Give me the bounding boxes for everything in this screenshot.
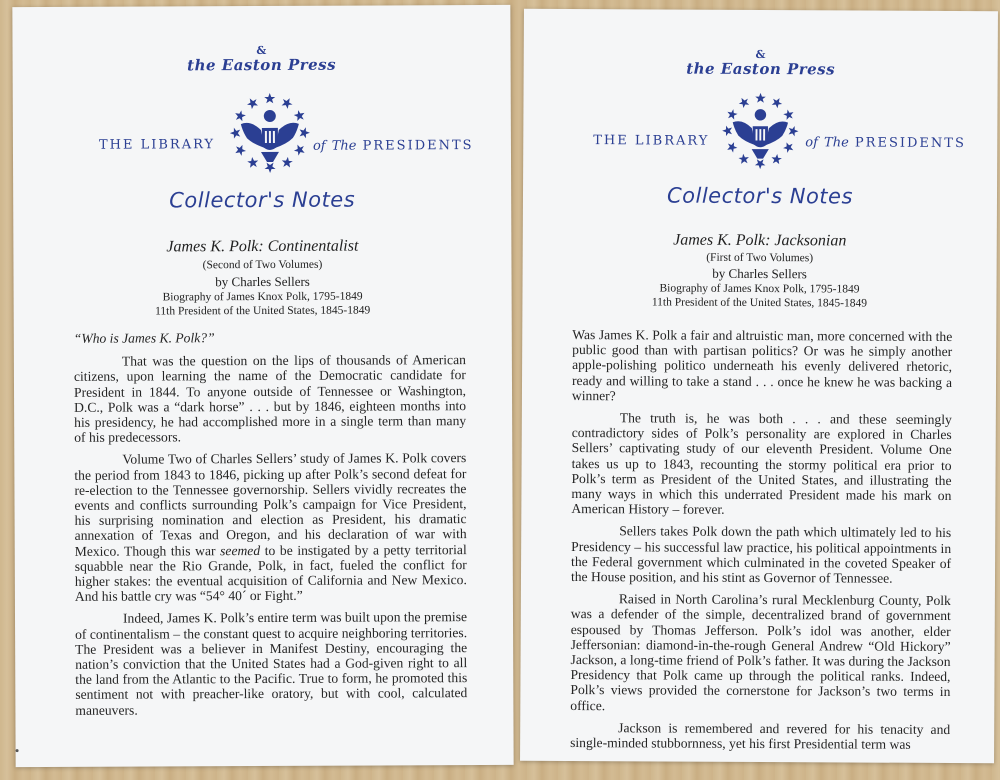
paragraph: The truth is, he was both . . . and these seemingly contradictory sides of Polk’s personality are explored in Charles Sellers’ captivating study of our eleventh President. Volume One takes us up to 1843, recounting the stormy political era prior to Polk’s term as President of the United States, and illustrating the many ways in which this underrated President made his mark on American History – forever. [571,410,952,518]
collectors-notes-sheet-left [12,5,513,767]
publisher-name: the Easton Press [686,59,836,79]
publisher-name: the Easton Press [187,55,337,75]
collectors-notes-sheet-right [520,9,998,763]
bio-line-2: 11th President of the United States, 1845-1849 [155,304,371,318]
collectors-notes-heading: Collector's Notes [169,187,356,213]
author-label: by Charles Sellers [712,265,807,282]
collectors-notes-heading: Collector's Notes [666,183,854,209]
bio-line-1: Biography of James Knox Polk, 1795-1849 [659,282,860,296]
publisher-mark-icon: & [256,43,267,58]
library-label-presidents: of The PRESIDENTS [805,135,966,152]
bio-line-2: 11th President of the United States, 1845-1849 [651,296,868,310]
publisher-mark-icon: & [755,47,766,62]
publisher-logo [524,49,998,79]
paragraph: Raised in North Carolina’s rural Mecklenburg County, Polk was a defender of the simple, decentralized brand of government espoused by Thomas Jefferson. Polk’s idol was another, elder Jeffersonian: diamond-in-the-rough General Andrew “Old Hickory” Jackson, a long-time friend of Polk’s father. It was during the Jackson Presidency that Polk came up through the political ranks. Indeed, Polk’s views provided the cornerstone for Jackson’s two terms in office. [570,591,951,713]
paragraph: Jackson is remembered and revered for his tenacity and single-minded stubbornness, yet his first Presidential term was [570,720,951,752]
author-label: by Charles Sellers [215,273,310,290]
library-label-presidents: of The PRESIDENTS [312,138,474,154]
volume-label: (Second of Two Volumes) [202,258,323,272]
presidential-seal-icon [227,90,313,176]
opening-quote: “Who is James K. Polk?” [73,330,215,346]
book-title: James K. Polk: Continentalist [166,237,359,256]
library-label: THE LIBRARY [98,137,216,153]
notes-body [570,327,952,759]
publisher-logo [13,45,511,75]
bio-line-1: Biography of James Knox Polk, 1795-1849 [162,290,363,304]
paragraph: That was the question on the lips of thousands of American citizens, upon learning the name of the Democratic candidate for President in 1844. To anyone outside of Tennessee or Washington, D.C., Polk was a “dark horse” . . . but by 1846, eighteen months into his presidency, he had accomplished more in a single term than many of his predecessors. [73,352,467,446]
library-label: THE LIBRARY [593,133,710,149]
volume-label: (First of Two Volumes) [706,251,814,265]
paragraph: Indeed, James K. Polk’s entire term was built upon the premise of continentalism – the constant quest to acquire neighboring territories. The President was a believer in Manifest Destiny, encouraging the nation’s conviction that the United States had a God-given right to all the land from the Atlantic to the Pacific. True to form, he promoted this sentiment not with preacher-like oratory, but with cool, calculated maneuvers. [75,609,468,718]
fold-mark [16,749,19,752]
paragraph: Sellers takes Polk down the path which ultimately led to his Presidency – his successful law practice, his political appointments in the Federal government which culminated in the coveted Speaker of the House position, and his stint as Governor of Tennessee. [570,523,952,586]
paragraph: Was James K. Polk a fair and altruistic man, more concerned with the public good than with partisan politics? Or was he simply another apple-polishing politico underneath his evenly delivered rhetoric, ready and willing to take a stand . . . once he knew he was backing a winner? [571,327,953,404]
book-title: James K. Polk: Jacksonian [673,231,847,250]
paragraph: Volume Two of Charles Sellers’ study of James K. Polk covers the period from 1843 to 1846, picking up after Polk’s second defeat for re-election to the Tennessee governorship. Sellers vividly recreates the events and conflicts surrounding Polk’s campaign for Vice President, his surprising nomination and election as President, his dramatic annexation of Texas and Oregon, and his declaration of war with Mexico. Though this war seemed to be instigated by a petty territorial squabble near the Rio Grande, Polk, in fact, fueled the conflict for higher stakes: the eventual acquisition of California and New Mexico. And his battle cry was “54° 40´ or Fight.” [74,450,467,605]
presidential-seal-icon [719,90,801,172]
notes-body [74,329,468,725]
